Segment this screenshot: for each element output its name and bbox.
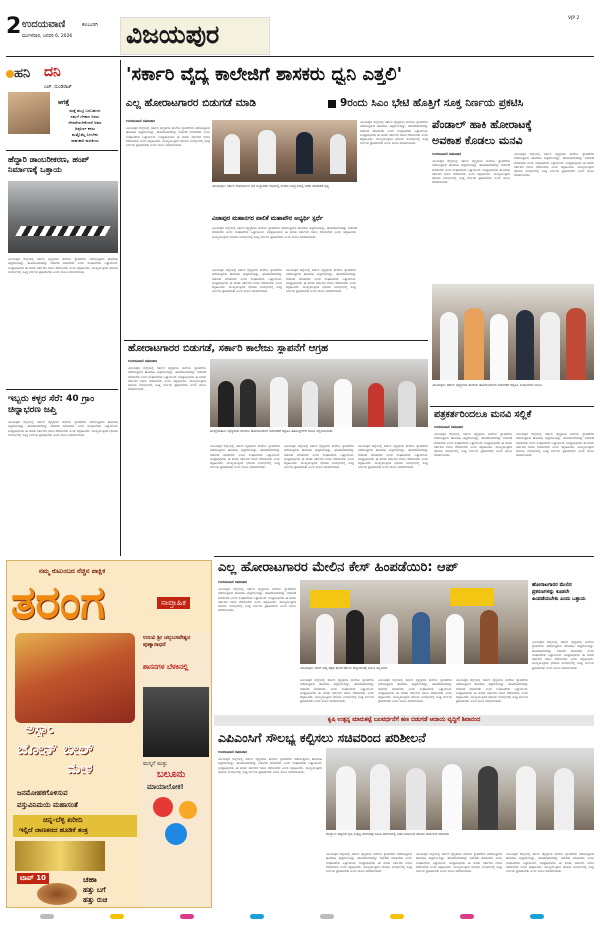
drop-icon <box>6 70 14 78</box>
hockey-headline-1: ಪೆಂಡಾಲ್ ಹಾಕಿ ಹೋರಾಟಕ್ಕೆ <box>432 118 532 131</box>
journalists-body-2: ವಿಜಯಪುರ ಜಿಲ್ಲೆಯಲ್ಲಿ ಸರ್ಕಾರಿ ವೈದ್ಯಕೀಯ ಕಾಲೇಜು ಸ್ಥಾಪನೆಗಾಗಿ ನಡೆಯುತ್ತಿರುವ ಹೋರಾಟ ತೀವ್ರಗೊಂಡಿದ್ದು, ಹೋರಾಟಗಾರರನ್ನು ಬಿಡುಗಡೆ ಮಾಡಬೇಕು ಎಂದು ಸಂಘಟನೆಗಳು ಒತ್ತಾಯಿಸಿವೆ. ಜನಪ್ರತಿನಿಧಿಗಳು ಈ ಕುರಿತು ಸರ್ಕಾರದ ಗಮನ ಸೆಳೆಯಬೇಕು ಎಂದು ಆಗ್ರಹಿಸಿದರು. ಮುಖ್ಯಮಂತ್ರಿಗಳ ಭೇಟಿಯ ಸಂದರ್ಭದಲ್ಲಿ ಸೂಕ್ತ ನಿರ್ಣಯ ಪ್ರಕಟಿಸಬೇಕು ಎಂದು ಮನವಿ ಮಾಡಲಾಯಿತು. <box>516 432 594 458</box>
hani-dani-logo-1: ಹನಿ <box>14 66 31 81</box>
balloon-icon <box>165 823 187 845</box>
registration-mark <box>320 914 334 919</box>
release-body-4: ವಿಜಯಪುರ ಜಿಲ್ಲೆಯಲ್ಲಿ ಸರ್ಕಾರಿ ವೈದ್ಯಕೀಯ ಕಾಲೇಜು ಸ್ಥಾಪನೆಗಾಗಿ ನಡೆಯುತ್ತಿರುವ ಹೋರಾಟ ತೀವ್ರಗೊಂಡಿದ್ದು, ಹೋರಾಟಗಾರರನ್ನು ಬಿಡುಗಡೆ ಮಾಡಬೇಕು ಎಂದು ಸಂಘಟನೆಗಳು ಒತ್ತಾಯಿಸಿವೆ. ಜನಪ್ರತಿನಿಧಿಗಳು ಈ ಕುರಿತು ಸರ್ಕಾರದ ಗಮನ ಸೆಳೆಯಬೇಕು ಎಂದು ಆಗ್ರಹಿಸಿದರು. ಮುಖ್ಯಮಂತ್ರಿಗಳ ಭೇಟಿಯ ಸಂದರ್ಭದಲ್ಲಿ ಸೂಕ್ತ ನಿರ್ಣಯ ಪ್ರಕಟಿಸಬೇಕು ಎಂದು ಮನವಿ ಮಾಡಲಾಯಿತು. <box>358 444 428 470</box>
case-body-4: ವಿಜಯಪುರ ಜಿಲ್ಲೆಯಲ್ಲಿ ಸರ್ಕಾರಿ ವೈದ್ಯಕೀಯ ಕಾಲೇಜು ಸ್ಥಾಪನೆಗಾಗಿ ನಡೆಯುತ್ತಿರುವ ಹೋರಾಟ ತೀವ್ರಗೊಂಡಿದ್ದು, ಹೋರಾಟಗಾರರನ್ನು ಬಿಡುಗಡೆ ಮಾಡಬೇಕು ಎಂದು ಸಂಘಟನೆಗಳು ಒತ್ತಾಯಿಸಿವೆ. ಜನಪ್ರತಿನಿಧಿಗಳು ಈ ಕುರಿತು ಸರ್ಕಾರದ ಗಮನ ಸೆಳೆಯಬೇಕು ಎಂದು ಆಗ್ರಹಿಸಿದರು. ಮುಖ್ಯಮಂತ್ರಿಗಳ ಭೇಟಿಯ ಸಂದರ್ಭದಲ್ಲಿ ಸೂಕ್ತ ನಿರ್ಣಯ ಪ್ರಕಟಿಸಬೇಕು ಎಂದು ಮನವಿ ಮಾಡಲಾಯಿತು. <box>456 678 528 704</box>
poem-line: ಮತ್ತೊಮ್ಮೆ ಸಿಗಬೇಕು <box>71 132 99 137</box>
release-body-2: ವಿಜಯಪುರ ಜಿಲ್ಲೆಯಲ್ಲಿ ಸರ್ಕಾರಿ ವೈದ್ಯಕೀಯ ಕಾಲೇಜು ಸ್ಥಾಪನೆಗಾಗಿ ನಡೆಯುತ್ತಿರುವ ಹೋರಾಟ ತೀವ್ರಗೊಂಡಿದ್ದು, ಹೋರಾಟಗಾರರನ್ನು ಬಿಡುಗಡೆ ಮಾಡಬೇಕು ಎಂದು ಸಂಘಟನೆಗಳು ಒತ್ತಾಯಿಸಿವೆ. ಜನಪ್ರತಿನಿಧಿಗಳು ಈ ಕುರಿತು ಸರ್ಕಾರದ ಗಮನ ಸೆಳೆಯಬೇಕು ಎಂದು ಆಗ್ರಹಿಸಿದರು. ಮುಖ್ಯಮಂತ್ರಿಗಳ ಭೇಟಿಯ ಸಂದರ್ಭದಲ್ಲಿ ಸೂಕ್ತ ನಿರ್ಣಯ ಪ್ರಕಟಿಸಬೇಕು ಎಂದು ಮನವಿ ಮಾಡಲಾಯಿತು. <box>210 444 280 470</box>
journalists-headline: ಪತ್ರಕರ್ತರಿಂದಲೂ ಮನವಿ ಸಲ್ಲಿಕೆ <box>434 409 532 420</box>
registration-mark <box>530 914 544 919</box>
lead-body-col1: ವಿಜಯಪುರ ಜಿಲ್ಲೆಯಲ್ಲಿ ಸರ್ಕಾರಿ ವೈದ್ಯಕೀಯ ಕಾಲೇಜು ಸ್ಥಾಪನೆಗಾಗಿ ನಡೆಯುತ್ತಿರುವ ಹೋರಾಟ ತೀವ್ರಗೊಂಡಿದ್ದು, ಹೋರಾಟಗಾರರನ್ನು ಬಿಡುಗಡೆ ಮಾಡಬೇಕು ಎಂದು ಸಂಘಟನೆಗಳು ಒತ್ತಾಯಿಸಿವೆ. ಜನಪ್ರತಿನಿಧಿಗಳು ಈ ಕುರಿತು ಸರ್ಕಾರದ ಗಮನ ಸೆಳೆಯಬೇಕು ಎಂದು ಆಗ್ರಹಿಸಿದರು. ಮುಖ್ಯಮಂತ್ರಿಗಳ ಭೇಟಿಯ ಸಂದರ್ಭದಲ್ಲಿ ಸೂಕ್ತ ನಿರ್ಣಯ ಪ್ರಕಟಿಸಬೇಕು ಎಂದು ಮನವಿ ಮಾಡಲಾಯಿತು. <box>126 126 210 148</box>
apmc-headline: ಎಪಿಎಂಸಿಗೆ ಸೌಲಭ್ಯ ಕಲ್ಪಿಸಲು ಸಚಿವರಿಂದ ಪರಿಶೀಲನೆ <box>218 730 426 745</box>
hani-dani-author: ಎಚ್. ದುಂಡಿರಾಜ್ <box>44 85 72 90</box>
ad-tagline: ನಮ್ಮ ಕುಟುಂಬದ ನೆಚ್ಚಿನ ಪಾಕ್ಷಿಕ <box>39 567 106 575</box>
hani-dani-subtitle: ಆಗತ್ತೆ <box>58 99 70 106</box>
release-headline: ಹೋರಾಟಗಾರರ ಬಿಡುಗಡೆ, ಸರ್ಕಾರಿ ಕಾಲೇಜು ಸ್ಥಾಪನೆಗೆ ಆಗ್ರಹ <box>128 343 328 354</box>
release-photo <box>210 359 428 427</box>
case-side-body: ವಿಜಯಪುರ ಜಿಲ್ಲೆಯಲ್ಲಿ ಸರ್ಕಾರಿ ವೈದ್ಯಕೀಯ ಕಾಲೇಜು ಸ್ಥಾಪನೆಗಾಗಿ ನಡೆಯುತ್ತಿರುವ ಹೋರಾಟ ತೀವ್ರಗೊಂಡಿದ್ದು, ಹೋರಾಟಗಾರರನ್ನು ಬಿಡುಗಡೆ ಮಾಡಬೇಕು ಎಂದು ಸಂಘಟನೆಗಳು ಒತ್ತಾಯಿಸಿವೆ. ಜನಪ್ರತಿನಿಧಿಗಳು ಈ ಕುರಿತು ಸರ್ಕಾರದ ಗಮನ ಸೆಳೆಯಬೇಕು ಎಂದು ಆಗ್ರಹಿಸಿದರು. ಮುಖ್ಯಮಂತ್ರಿಗಳ ಭೇಟಿಯ ಸಂದರ್ಭದಲ್ಲಿ ಸೂಕ್ತ ನಿರ್ಣಯ ಪ್ರಕಟಿಸಬೇಕು ಎಂದು ಮನವಿ ಮಾಡಲಾಯಿತು. <box>532 640 594 670</box>
ad-masthead: ತರಂಗ <box>11 575 105 629</box>
theft-body: ವಿಜಯಪುರ ಜಿಲ್ಲೆಯಲ್ಲಿ ಸರ್ಕಾರಿ ವೈದ್ಯಕೀಯ ಕಾಲೇಜು ಸ್ಥಾಪನೆಗಾಗಿ ನಡೆಯುತ್ತಿರುವ ಹೋರಾಟ ತೀವ್ರಗೊಂಡಿದ್ದು, ಹೋರಾಟಗಾರರನ್ನು ಬಿಡುಗಡೆ ಮಾಡಬೇಕು ಎಂದು ಸಂಘಟನೆಗಳು ಒತ್ತಾಯಿಸಿವೆ. ಜನಪ್ರತಿನಿಧಿಗಳು ಈ ಕುರಿತು ಸರ್ಕಾರದ ಗಮನ ಸೆಳೆಯಬೇಕು ಎಂದು ಆಗ್ರಹಿಸಿದರು. ಮುಖ್ಯಮಂತ್ರಿಗಳ ಭೇಟಿಯ ಸಂದರ್ಭದಲ್ಲಿ ಸೂಕ್ತ ನಿರ್ಣಯ ಪ್ರಕಟಿಸಬೇಕು ಎಂದು ಮನವಿ ಮಾಡಲಾಯಿತು. <box>8 420 118 437</box>
registration-mark <box>180 914 194 919</box>
ad-fair-2: ಜೋನ್ ಬೀಲ್ <box>17 739 94 758</box>
release-body-1: ವಿಜಯಪುರ ಜಿಲ್ಲೆಯಲ್ಲಿ ಸರ್ಕಾರಿ ವೈದ್ಯಕೀಯ ಕಾಲೇಜು ಸ್ಥಾಪನೆಗಾಗಿ ನಡೆಯುತ್ತಿರುವ ಹೋರಾಟ ತೀವ್ರಗೊಂಡಿದ್ದು, ಹೋರಾಟಗಾರರನ್ನು ಬಿಡುಗಡೆ ಮಾಡಬೇಕು ಎಂದು ಸಂಘಟನೆಗಳು ಒತ್ತಾಯಿಸಿವೆ. ಜನಪ್ರತಿನಿಧಿಗಳು ಈ ಕುರಿತು ಸರ್ಕಾರದ ಗಮನ ಸೆಳೆಯಬೇಕು ಎಂದು ಆಗ್ರಹಿಸಿದರು. ಮುಖ್ಯಮಂತ್ರಿಗಳ ಭೇಟಿಯ ಸಂದರ್ಭದಲ್ಲಿ ಸೂಕ್ತ ನಿರ್ಣಯ ಪ್ರಕಟಿಸಬೇಕು ಎಂದು ಮನವಿ ಮಾಡಲಾಯಿತು. <box>128 366 206 392</box>
ad-weekly: ಸಾಪ್ತಾಹಿಕ <box>157 597 190 609</box>
hockey-photo <box>432 284 594 380</box>
lead-headline: 'ಸರ್ಕಾರಿ ವೈದ್ಯ ಕಾಲೇಜಿಗೆ ಶಾಸಕರು ಧ್ವನಿ ಎತ್ತಲಿ' <box>126 64 403 85</box>
poem-line: ಮತ್ತೆ ಹುಟ್ಟಿ ಬರಬಹುದು <box>69 108 101 113</box>
case-body-1: ವಿಜಯಪುರ ಜಿಲ್ಲೆಯಲ್ಲಿ ಸರ್ಕಾರಿ ವೈದ್ಯಕೀಯ ಕಾಲೇಜು ಸ್ಥಾಪನೆಗಾಗಿ ನಡೆಯುತ್ತಿರುವ ಹೋರಾಟ ತೀವ್ರಗೊಂಡಿದ್ದು, ಹೋರಾಟಗಾರರನ್ನು ಬಿಡುಗಡೆ ಮಾಡಬೇಕು ಎಂದು ಸಂಘಟನೆಗಳು ಒತ್ತಾಯಿಸಿವೆ. ಜನಪ್ರತಿನಿಧಿಗಳು ಈ ಕುರಿತು ಸರ್ಕಾರದ ಗಮನ ಸೆಳೆಯಬೇಕು ಎಂದು ಆಗ್ರಹಿಸಿದರು. ಮುಖ್ಯಮಂತ್ರಿಗಳ ಭೇಟಿಯ ಸಂದರ್ಭದಲ್ಲಿ ಸೂಕ್ತ ನಿರ್ಣಯ ಪ್ರಕಟಿಸಬೇಕು ಎಂದು ಮನವಿ ಮಾಡಲಾಯಿತು. <box>218 587 296 613</box>
lead-photo <box>212 120 357 182</box>
lead-subheadline: ಎಲ್ಲ ಹೋರಾಟಗಾರರ ಬಿಡುಗಡೆ ಮಾಡಿ <box>126 97 256 109</box>
ad-caption-1: ಜನಮೋಹಕಗೊಳಿಸುವ <box>17 789 68 797</box>
apmc-photo-caption: ಕೊಲ್ಹಾರ: ಪಟ್ಟಣದ ಕೃಷಿ ಉತ್ಪನ್ನ ಮಾರುಕಟ್ಟೆ ಸಮಿತಿ ಆವರಣದಲ್ಲಿ ಸಚಿವ ಶಿವಾನಂದ ಪಾಟೀಲ ಪರಿಶೀಲನೆ ನಡೆಸಿದರು <box>326 832 450 836</box>
case-headline: ಎಲ್ಲ ಹೋರಾಟಗಾರರ ಮೇಲಿನ ಕೇಸ್ ಹಿಂಪಡೆಯಿರಿ: ಆಪ್ <box>218 560 459 575</box>
square-bullet-icon <box>328 100 336 108</box>
brand-name: ಉದಯವಾಣಿ <box>22 19 66 30</box>
apmc-kicker: ಕೃಷಿ ಉತ್ಪನ್ನ ಮಾರುಕಟ್ಟೆ ಬಲವರ್ಧನೆಗೆ ಹಣ ಬಿಡುಗಡೆ ಆದಾಯ ವೃದ್ಧಿಗೆ ಶಿವಾನಂದ <box>214 715 594 726</box>
journalists-byline: ಉದಯವಾಣಿ ಸಮಾಚಾರ <box>434 425 464 429</box>
release-photo-caption: ಮುದ್ದೇಬಿಹಾಳ: ವೈದ್ಯಕೀಯ ಕಾಲೇಜು ಹೋರಾಟಗಾರರ ಬಿಡುಗಡೆಗೆ ಆಗ್ರಹಿಸಿ ತಹಸೀಲ್ದಾರ್‌ಗೆ ಮನವಿ ಸಲ್ಲಿಸಲಾಯಿತು <box>210 429 333 433</box>
inset-headline: ವಿಜಾಪುರ ಮಹಾನಗರ ಪಾಲಿಕೆ ಮಹಾಪೌರ ಅಭ್ಯರ್ಥಿ ಸ್ಪರ್ಧೆ <box>212 215 323 222</box>
issue-date: ಮಂಗಳವಾರ, ಜನವರಿ 6, 2026 <box>22 34 73 39</box>
lead-body-col2: ವಿಜಯಪುರ ಜಿಲ್ಲೆಯಲ್ಲಿ ಸರ್ಕಾರಿ ವೈದ್ಯಕೀಯ ಕಾಲೇಜು ಸ್ಥಾಪನೆಗಾಗಿ ನಡೆಯುತ್ತಿರುವ ಹೋರಾಟ ತೀವ್ರಗೊಂಡಿದ್ದು, ಹೋರಾಟಗಾರರನ್ನು ಬಿಡುಗಡೆ ಮಾಡಬೇಕು ಎಂದು ಸಂಘಟನೆಗಳು ಒತ್ತಾಯಿಸಿವೆ. ಜನಪ್ರತಿನಿಧಿಗಳು ಈ ಕುರಿತು ಸರ್ಕಾರದ ಗಮನ ಸೆಳೆಯಬೇಕು ಎಂದು ಆಗ್ರಹಿಸಿದರು. ಮುಖ್ಯಮಂತ್ರಿಗಳ ಭೇಟಿಯ ಸಂದರ್ಭದಲ್ಲಿ ಸೂಕ್ತ ನಿರ್ಣಯ ಪ್ರಕಟಿಸಬೇಕು ಎಂದು ಮನವಿ ಮಾಡಲಾಯಿತು. <box>212 268 282 294</box>
case-photo <box>300 580 528 664</box>
apmc-body-4: ವಿಜಯಪುರ ಜಿಲ್ಲೆಯಲ್ಲಿ ಸರ್ಕಾರಿ ವೈದ್ಯಕೀಯ ಕಾಲೇಜು ಸ್ಥಾಪನೆಗಾಗಿ ನಡೆಯುತ್ತಿರುವ ಹೋರಾಟ ತೀವ್ರಗೊಂಡಿದ್ದು, ಹೋರಾಟಗಾರರನ್ನು ಬಿಡುಗಡೆ ಮಾಡಬೇಕು ಎಂದು ಸಂಘಟನೆಗಳು ಒತ್ತಾಯಿಸಿವೆ. ಜನಪ್ರತಿನಿಧಿಗಳು ಈ ಕುರಿತು ಸರ್ಕಾರದ ಗಮನ ಸೆಳೆಯಬೇಕು ಎಂದು ಆಗ್ರಹಿಸಿದರು. ಮುಖ್ಯಮಂತ್ರಿಗಳ ಭೇಟಿಯ ಸಂದರ್ಭದಲ್ಲಿ ಸೂಕ್ತ ನಿರ್ಣಯ ಪ್ರಕಟಿಸಬೇಕು ಎಂದು ಮನವಿ ಮಾಡಲಾಯಿತು. <box>506 852 594 874</box>
highway-headline: ಹೆದ್ದಾರಿ ಡಾಂಬರೀಕರಣ, ಹಂಪ್ ನಿರ್ಮಾಣಕ್ಕೆ ಒತ್ತಾಯ <box>8 155 90 174</box>
hockey-photo-caption: ವಿಜಯಪುರ: ಸರ್ಕಾರಿ ವೈದ್ಯಕೀಯ ಕಾಲೇಜು ಹೋರಾಟಗಾರರ ಬಿಡುಗಡೆಗೆ ಆಗ್ರಹಿಸಿ ಸಂಘಟನೆಗಳ ಮನವಿ <box>432 383 542 387</box>
ad-chai-3: ಹತ್ತು ರುಚಿ <box>83 896 108 904</box>
section-title: ವಿಜಯಪುರ <box>126 20 220 49</box>
ad-chai-badge: ಟಾಪ್ 10 <box>17 873 49 884</box>
case-body-3: ವಿಜಯಪುರ ಜಿಲ್ಲೆಯಲ್ಲಿ ಸರ್ಕಾರಿ ವೈದ್ಯಕೀಯ ಕಾಲೇಜು ಸ್ಥಾಪನೆಗಾಗಿ ನಡೆಯುತ್ತಿರುವ ಹೋರಾಟ ತೀವ್ರಗೊಂಡಿದ್ದು, ಹೋರಾಟಗಾರರನ್ನು ಬಿಡುಗಡೆ ಮಾಡಬೇಕು ಎಂದು ಸಂಘಟನೆಗಳು ಒತ್ತಾಯಿಸಿವೆ. ಜನಪ್ರತಿನಿಧಿಗಳು ಈ ಕುರಿತು ಸರ್ಕಾರದ ಗಮನ ಸೆಳೆಯಬೇಕು ಎಂದು ಆಗ್ರಹಿಸಿದರು. ಮುಖ್ಯಮಂತ್ರಿಗಳ ಭೇಟಿಯ ಸಂದರ್ಭದಲ್ಲಿ ಸೂಕ್ತ ನಿರ್ಣಯ ಪ್ರಕಟಿಸಬೇಕು ಎಂದು ಮನವಿ ಮಾಡಲಾಯಿತು. <box>378 678 452 704</box>
registration-mark <box>250 914 264 919</box>
registration-mark <box>390 914 404 919</box>
lead-body-col4: ವಿಜಯಪುರ ಜಿಲ್ಲೆಯಲ್ಲಿ ಸರ್ಕಾರಿ ವೈದ್ಯಕೀಯ ಕಾಲೇಜು ಸ್ಥಾಪನೆಗಾಗಿ ನಡೆಯುತ್ತಿರುವ ಹೋರಾಟ ತೀವ್ರಗೊಂಡಿದ್ದು, ಹೋರಾಟಗಾರರನ್ನು ಬಿಡುಗಡೆ ಮಾಡಬೇಕು ಎಂದು ಸಂಘಟನೆಗಳು ಒತ್ತಾಯಿಸಿವೆ. ಜನಪ್ರತಿನಿಧಿಗಳು ಈ ಕುರಿತು ಸರ್ಕಾರದ ಗಮನ ಸೆಳೆಯಬೇಕು ಎಂದು ಆಗ್ರಹಿಸಿದರು. ಮುಖ್ಯಮಂತ್ರಿಗಳ ಭೇಟಿಯ ಸಂದರ್ಭದಲ್ಲಿ ಸೂಕ್ತ ನಿರ್ಣಯ ಪ್ರಕಟಿಸಬೇಕು ಎಂದು ಮನವಿ ಮಾಡಲಾಯಿತು. <box>360 120 428 146</box>
release-body-3: ವಿಜಯಪುರ ಜಿಲ್ಲೆಯಲ್ಲಿ ಸರ್ಕಾರಿ ವೈದ್ಯಕೀಯ ಕಾಲೇಜು ಸ್ಥಾಪನೆಗಾಗಿ ನಡೆಯುತ್ತಿರುವ ಹೋರಾಟ ತೀವ್ರಗೊಂಡಿದ್ದು, ಹೋರಾಟಗಾರರನ್ನು ಬಿಡುಗಡೆ ಮಾಡಬೇಕು ಎಂದು ಸಂಘಟನೆಗಳು ಒತ್ತಾಯಿಸಿವೆ. ಜನಪ್ರತಿನಿಧಿಗಳು ಈ ಕುರಿತು ಸರ್ಕಾರದ ಗಮನ ಸೆಳೆಯಬೇಕು ಎಂದು ಆಗ್ರಹಿಸಿದರು. ಮುಖ್ಯಮಂತ್ರಿಗಳ ಭೇಟಿಯ ಸಂದರ್ಭದಲ್ಲಿ ಸೂಕ್ತ ನಿರ್ಣಯ ಪ್ರಕಟಿಸಬೇಕು ಎಂದು ಮನವಿ ಮಾಡಲಾಯಿತು. <box>284 444 354 470</box>
inset-body: ವಿಜಯಪುರ ಜಿಲ್ಲೆಯಲ್ಲಿ ಸರ್ಕಾರಿ ವೈದ್ಯಕೀಯ ಕಾಲೇಜು ಸ್ಥಾಪನೆಗಾಗಿ ನಡೆಯುತ್ತಿರುವ ಹೋರಾಟ ತೀವ್ರಗೊಂಡಿದ್ದು, ಹೋರಾಟಗಾರರನ್ನು ಬಿಡುಗಡೆ ಮಾಡಬೇಕು ಎಂದು ಸಂಘಟನೆಗಳು ಒತ್ತಾಯಿಸಿವೆ. ಜನಪ್ರತಿನಿಧಿಗಳು ಈ ಕುರಿತು ಸರ್ಕಾರದ ಗಮನ ಸೆಳೆಯಬೇಕು ಎಂದು ಆಗ್ರಹಿಸಿದರು. ಮುಖ್ಯಮಂತ್ರಿಗಳ ಭೇಟಿಯ ಸಂದರ್ಭದಲ್ಲಿ ಸೂಕ್ತ ನಿರ್ಣಯ ಪ್ರಕಟಿಸಬೇಕು ಎಂದು ಮನವಿ ಮಾಡಲಾಯಿತು. <box>212 226 357 239</box>
highway-body: ವಿಜಯಪುರ ಜಿಲ್ಲೆಯಲ್ಲಿ ಸರ್ಕಾರಿ ವೈದ್ಯಕೀಯ ಕಾಲೇಜು ಸ್ಥಾಪನೆಗಾಗಿ ನಡೆಯುತ್ತಿರುವ ಹೋರಾಟ ತೀವ್ರಗೊಂಡಿದ್ದು, ಹೋರಾಟಗಾರರನ್ನು ಬಿಡುಗಡೆ ಮಾಡಬೇಕು ಎಂದು ಸಂಘಟನೆಗಳು ಒತ್ತಾಯಿಸಿವೆ. ಜನಪ್ರತಿನಿಧಿಗಳು ಈ ಕುರಿತು ಸರ್ಕಾರದ ಗಮನ ಸೆಳೆಯಬೇಕು ಎಂದು ಆಗ್ರಹಿಸಿದರು. ಮುಖ್ಯಮಂತ್ರಿಗಳ ಭೇಟಿಯ ಸಂದರ್ಭದಲ್ಲಿ ಸೂಕ್ತ ನಿರ್ಣಯ ಪ್ರಕಟಿಸಬೇಕು ಎಂದು ಮನವಿ ಮಾಡಲಾಯಿತು. <box>8 257 118 274</box>
registration-mark <box>460 914 474 919</box>
case-photo-caption: ವಿಜಯಪುರ: ಆಮ್ ಆದ್ಮಿ ಪಕ್ಷದ ಕಾರ್ಯಕರ್ತರು ಜಿಲ್ಲಾಡಳಿತಕ್ಕೆ ಮನವಿ ಸಲ್ಲಿಸಿದರು <box>300 666 388 670</box>
hani-dani-logo-2: ದನಿ <box>44 64 61 80</box>
lead-photo-caption: ವಿಜಯಪುರ: ಸರ್ಕಾರಿ ಗೋದಾಮಿನ ಸಭೆ ಸಂಸ್ಥಾಪಕರ ಸಭೆಯಲ್ಲಿ ಶಾಸಕರ ಸಮ್ಮುಖದಲ್ಲಿ ನಡೆದ ಮಾತುಕತೆ ದೃಶ್ಯ <box>212 184 329 188</box>
apmc-photo <box>326 748 594 830</box>
case-body-2: ವಿಜಯಪುರ ಜಿಲ್ಲೆಯಲ್ಲಿ ಸರ್ಕಾರಿ ವೈದ್ಯಕೀಯ ಕಾಲೇಜು ಸ್ಥಾಪನೆಗಾಗಿ ನಡೆಯುತ್ತಿರುವ ಹೋರಾಟ ತೀವ್ರಗೊಂಡಿದ್ದು, ಹೋರಾಟಗಾರರನ್ನು ಬಿಡುಗಡೆ ಮಾಡಬೇಕು ಎಂದು ಸಂಘಟನೆಗಳು ಒತ್ತಾಯಿಸಿವೆ. ಜನಪ್ರತಿನಿಧಿಗಳು ಈ ಕುರಿತು ಸರ್ಕಾರದ ಗಮನ ಸೆಳೆಯಬೇಕು ಎಂದು ಆಗ್ರಹಿಸಿದರು. ಮುಖ್ಯಮಂತ್ರಿಗಳ ಭೇಟಿಯ ಸಂದರ್ಭದಲ್ಲಿ ಸೂಕ್ತ ನಿರ್ಣಯ ಪ್ರಕಟಿಸಬೇಕು ಎಂದು ಮನವಿ ಮಾಡಲಾಯಿತು. <box>300 678 374 704</box>
hockey-body-2: ವಿಜಯಪುರ ಜಿಲ್ಲೆಯಲ್ಲಿ ಸರ್ಕಾರಿ ವೈದ್ಯಕೀಯ ಕಾಲೇಜು ಸ್ಥಾಪನೆಗಾಗಿ ನಡೆಯುತ್ತಿರುವ ಹೋರಾಟ ತೀವ್ರಗೊಂಡಿದ್ದು, ಹೋರಾಟಗಾರರನ್ನು ಬಿಡುಗಡೆ ಮಾಡಬೇಕು ಎಂದು ಸಂಘಟನೆಗಳು ಒತ್ತಾಯಿಸಿವೆ. ಜನಪ್ರತಿನಿಧಿಗಳು ಈ ಕುರಿತು ಸರ್ಕಾರದ ಗಮನ ಸೆಳೆಯಬೇಕು ಎಂದು ಆಗ್ರಹಿಸಿದರು. ಮುಖ್ಯಮಂತ್ರಿಗಳ ಭೇಟಿಯ ಸಂದರ್ಭದಲ್ಲಿ ಸೂಕ್ತ ನಿರ್ಣಯ ಪ್ರಕಟಿಸಬೇಕು ಎಂದು ಮನವಿ ಮಾಡಲಾಯಿತು. <box>514 152 594 178</box>
poem-line: ಸಾಹುಕಾರಿ ರಾಜಕೀಯ <box>71 138 99 143</box>
poem-line: ನೇರವೇರಬೇಕೆಂದರೆ ಅವರ <box>68 120 102 125</box>
poem-line: ನಮಗೆ ಬೇಕಾದ ಅರಸು <box>70 114 100 119</box>
ad-right-text-1: ಉಲವಿ ಶ್ರೀ ಚನ್ನಬಸವೇಶ್ವರ ಪುಣ್ಯಾರಾಧನೆ <box>143 635 191 648</box>
balloon-icon <box>179 801 197 819</box>
ad-photo <box>15 633 135 723</box>
ad-right-photo <box>143 687 209 757</box>
release-byline: ಉದಯವಾಣಿ ಸಮಾಚಾರ <box>128 359 158 363</box>
highway-photo <box>8 181 118 253</box>
ad-fair-1: ಅಸ್ಸಾಂ <box>25 721 55 737</box>
hockey-byline: ಉದಯವಾಣಿ ಸಮಾಚಾರ <box>432 152 462 156</box>
journalists-body-1: ವಿಜಯಪುರ ಜಿಲ್ಲೆಯಲ್ಲಿ ಸರ್ಕಾರಿ ವೈದ್ಯಕೀಯ ಕಾಲೇಜು ಸ್ಥಾಪನೆಗಾಗಿ ನಡೆಯುತ್ತಿರುವ ಹೋರಾಟ ತೀವ್ರಗೊಂಡಿದ್ದು, ಹೋರಾಟಗಾರರನ್ನು ಬಿಡುಗಡೆ ಮಾಡಬೇಕು ಎಂದು ಸಂಘಟನೆಗಳು ಒತ್ತಾಯಿಸಿವೆ. ಜನಪ್ರತಿನಿಧಿಗಳು ಈ ಕುರಿತು ಸರ್ಕಾರದ ಗಮನ ಸೆಳೆಯಬೇಕು ಎಂದು ಆಗ್ರಹಿಸಿದರು. ಮುಖ್ಯಮಂತ್ರಿಗಳ ಭೇಟಿಯ ಸಂದರ್ಭದಲ್ಲಿ ಸೂಕ್ತ ನಿರ್ಣಯ ಪ್ರಕಟಿಸಬೇಕು ಎಂದು ಮನವಿ ಮಾಡಲಾಯಿತು. <box>434 432 512 458</box>
hockey-body-1: ವಿಜಯಪುರ ಜಿಲ್ಲೆಯಲ್ಲಿ ಸರ್ಕಾರಿ ವೈದ್ಯಕೀಯ ಕಾಲೇಜು ಸ್ಥಾಪನೆಗಾಗಿ ನಡೆಯುತ್ತಿರುವ ಹೋರಾಟ ತೀವ್ರಗೊಂಡಿದ್ದು, ಹೋರಾಟಗಾರರನ್ನು ಬಿಡುಗಡೆ ಮಾಡಬೇಕು ಎಂದು ಸಂಘಟನೆಗಳು ಒತ್ತಾಯಿಸಿವೆ. ಜನಪ್ರತಿನಿಧಿಗಳು ಈ ಕುರಿತು ಸರ್ಕಾರದ ಗಮನ ಸೆಳೆಯಬೇಕು ಎಂದು ಆಗ್ರಹಿಸಿದರು. ಮುಖ್ಯಮಂತ್ರಿಗಳ ಭೇಟಿಯ ಸಂದರ್ಭದಲ್ಲಿ ಸೂಕ್ತ ನಿರ್ಣಯ ಪ್ರಕಟಿಸಬೇಕು ಎಂದು ಮನವಿ ಮಾಡಲಾಯಿತು. <box>432 159 510 185</box>
ad-right-text-2: ಶಾಸನಗಳ ಬೆಳಕಿನಲ್ಲಿ <box>143 663 189 671</box>
apmc-body-2: ವಿಜಯಪುರ ಜಿಲ್ಲೆಯಲ್ಲಿ ಸರ್ಕಾರಿ ವೈದ್ಯಕೀಯ ಕಾಲೇಜು ಸ್ಥಾಪನೆಗಾಗಿ ನಡೆಯುತ್ತಿರುವ ಹೋರಾಟ ತೀವ್ರಗೊಂಡಿದ್ದು, ಹೋರಾಟಗಾರರನ್ನು ಬಿಡುಗಡೆ ಮಾಡಬೇಕು ಎಂದು ಸಂಘಟನೆಗಳು ಒತ್ತಾಯಿಸಿವೆ. ಜನಪ್ರತಿನಿಧಿಗಳು ಈ ಕುರಿತು ಸರ್ಕಾರದ ಗಮನ ಸೆಳೆಯಬೇಕು ಎಂದು ಆಗ್ರಹಿಸಿದರು. ಮುಖ್ಯಮಂತ್ರಿಗಳ ಭೇಟಿಯ ಸಂದರ್ಭದಲ್ಲಿ ಸೂಕ್ತ ನಿರ್ಣಯ ಪ್ರಕಟಿಸಬೇಕು ಎಂದು ಮನವಿ ಮಾಡಲಾಯಿತು. <box>326 852 412 874</box>
apmc-body-3: ವಿಜಯಪುರ ಜಿಲ್ಲೆಯಲ್ಲಿ ಸರ್ಕಾರಿ ವೈದ್ಯಕೀಯ ಕಾಲೇಜು ಸ್ಥಾಪನೆಗಾಗಿ ನಡೆಯುತ್ತಿರುವ ಹೋರಾಟ ತೀವ್ರಗೊಂಡಿದ್ದು, ಹೋರಾಟಗಾರರನ್ನು ಬಿಡುಗಡೆ ಮಾಡಬೇಕು ಎಂದು ಸಂಘಟನೆಗಳು ಒತ್ತಾಯಿಸಿವೆ. ಜನಪ್ರತಿನಿಧಿಗಳು ಈ ಕುರಿತು ಸರ್ಕಾರದ ಗಮನ ಸೆಳೆಯಬೇಕು ಎಂದು ಆಗ್ರಹಿಸಿದರು. ಮುಖ್ಯಮಂತ್ರಿಗಳ ಭೇಟಿಯ ಸಂದರ್ಭದಲ್ಲಿ ಸೂಕ್ತ ನಿರ್ಣಯ ಪ್ರಕಟಿಸಬೇಕು ಎಂದು ಮನವಿ ಮಾಡಲಾಯಿತು. <box>416 852 502 874</box>
ad-chai-2: ಹತ್ತು ಬಗೆ <box>83 886 106 894</box>
registration-mark <box>40 914 54 919</box>
apmc-body-1: ವಿಜಯಪುರ ಜಿಲ್ಲೆಯಲ್ಲಿ ಸರ್ಕಾರಿ ವೈದ್ಯಕೀಯ ಕಾಲೇಜು ಸ್ಥಾಪನೆಗಾಗಿ ನಡೆಯುತ್ತಿರುವ ಹೋರಾಟ ತೀವ್ರಗೊಂಡಿದ್ದು, ಹೋರಾಟಗಾರರನ್ನು ಬಿಡುಗಡೆ ಮಾಡಬೇಕು ಎಂದು ಸಂಘಟನೆಗಳು ಒತ್ತಾಯಿಸಿವೆ. ಜನಪ್ರತಿನಿಧಿಗಳು ಈ ಕುರಿತು ಸರ್ಕಾರದ ಗಮನ ಸೆಳೆಯಬೇಕು ಎಂದು ಆಗ್ರಹಿಸಿದರು. ಮುಖ್ಯಮಂತ್ರಿಗಳ ಭೇಟಿಯ ಸಂದರ್ಭದಲ್ಲಿ ಸೂಕ್ತ ನಿರ್ಣಯ ಪ್ರಕಟಿಸಬೇಕು ಎಂದು ಮನವಿ ಮಾಡಲಾಯಿತು. <box>218 757 322 774</box>
hockey-headline-2: ಅವಕಾಶ ಕೊಡಲು ಮನವಿ <box>432 134 523 147</box>
case-side-text: ಹೋರಾಟಗಾರರ ಮೇಲಿನ ಪ್ರಕರಣಗಳನ್ನು ಕೂಡಲೇ ಹಿಂಪಡೆಯಬೇಕು ಎಂದು ಒತ್ತಾಯ <box>532 582 586 602</box>
lead-byline: ಉದಯವಾಣಿ ಸಮಾಚಾರ <box>126 119 156 123</box>
ad-chai-1: ಚಹಾ <box>83 875 97 884</box>
ad-tea-photo <box>37 883 77 905</box>
ad-right-text-5: ಮಾಯಾಲೋಕ! <box>147 783 184 791</box>
ad-gold-banner-2: ಇಲ್ಲಿದೆ ಜಾಣತನದ ಹೂಡಿಕೆ ತಂತ್ರ <box>19 826 88 834</box>
lead-body-col3: ವಿಜಯಪುರ ಜಿಲ್ಲೆಯಲ್ಲಿ ಸರ್ಕಾರಿ ವೈದ್ಯಕೀಯ ಕಾಲೇಜು ಸ್ಥಾಪನೆಗಾಗಿ ನಡೆಯುತ್ತಿರುವ ಹೋರಾಟ ತೀವ್ರಗೊಂಡಿದ್ದು, ಹೋರಾಟಗಾರರನ್ನು ಬಿಡುಗಡೆ ಮಾಡಬೇಕು ಎಂದು ಸಂಘಟನೆಗಳು ಒತ್ತಾಯಿಸಿವೆ. ಜನಪ್ರತಿನಿಧಿಗಳು ಈ ಕುರಿತು ಸರ್ಕಾರದ ಗಮನ ಸೆಳೆಯಬೇಕು ಎಂದು ಆಗ್ರಹಿಸಿದರು. ಮುಖ್ಯಮಂತ್ರಿಗಳ ಭೇಟಿಯ ಸಂದರ್ಭದಲ್ಲಿ ಸೂಕ್ತ ನಿರ್ಣಯ ಪ್ರಕಟಿಸಬೇಕು ಎಂದು ಮನವಿ ಮಾಡಲಾಯಿತು. <box>286 268 356 294</box>
poem-line: ಅಪೂರ್ಣ ಕನಸು <box>74 126 96 131</box>
apmc-byline: ಉದಯವಾಣಿ ಸಮಾಚಾರ <box>218 750 248 754</box>
page-number: 2 <box>6 14 22 39</box>
ad-right-text-3: ಮನ್ಮನೆ ಮತ್ತು <box>143 761 168 767</box>
theft-headline: ಇಬ್ಬರು ಕಳ್ಳರ ಸೆರೆ: 40 ಗ್ರಾಂ ಚಿನ್ನಾಭರಣ ಜಪ್ತಿ <box>8 394 95 415</box>
edition-code: VJP 2 <box>568 16 580 21</box>
registration-mark <box>110 914 124 919</box>
brand-city: ಕಲಬುರಗಿ <box>82 22 98 28</box>
taranga-ad[interactable] <box>6 560 212 908</box>
hani-dani-poem <box>52 108 118 144</box>
case-byline: ಉದಯವಾಣಿ ಸಮಾಚಾರ <box>218 580 248 584</box>
ad-gold-photo <box>15 841 105 871</box>
portrait-thumb <box>8 92 50 134</box>
ad-right-text-4: ಬಲೂನು <box>157 769 186 780</box>
balloon-icon <box>153 797 173 817</box>
ad-fair-3: ಮೇಳ <box>67 761 93 777</box>
ad-caption-2: ವಸ್ತುವಿನಿಮಯ ಮಹಾಸಂತೆ <box>17 801 78 809</box>
ad-gold-banner-1: ಚಿನ್ನ-ಬೆಳ್ಳಿ ಖರೀದಿ <box>43 816 83 824</box>
lead-subheadline-2: 9ರಂದು ಸಿಎಂ ಭೇಟಿ ಹೊತ್ತಿಗೆ ಸೂಕ್ತ ನಿರ್ಣಯ ಪ್ರಕಟಿಸಿ <box>340 97 524 109</box>
header-rule <box>6 56 594 57</box>
